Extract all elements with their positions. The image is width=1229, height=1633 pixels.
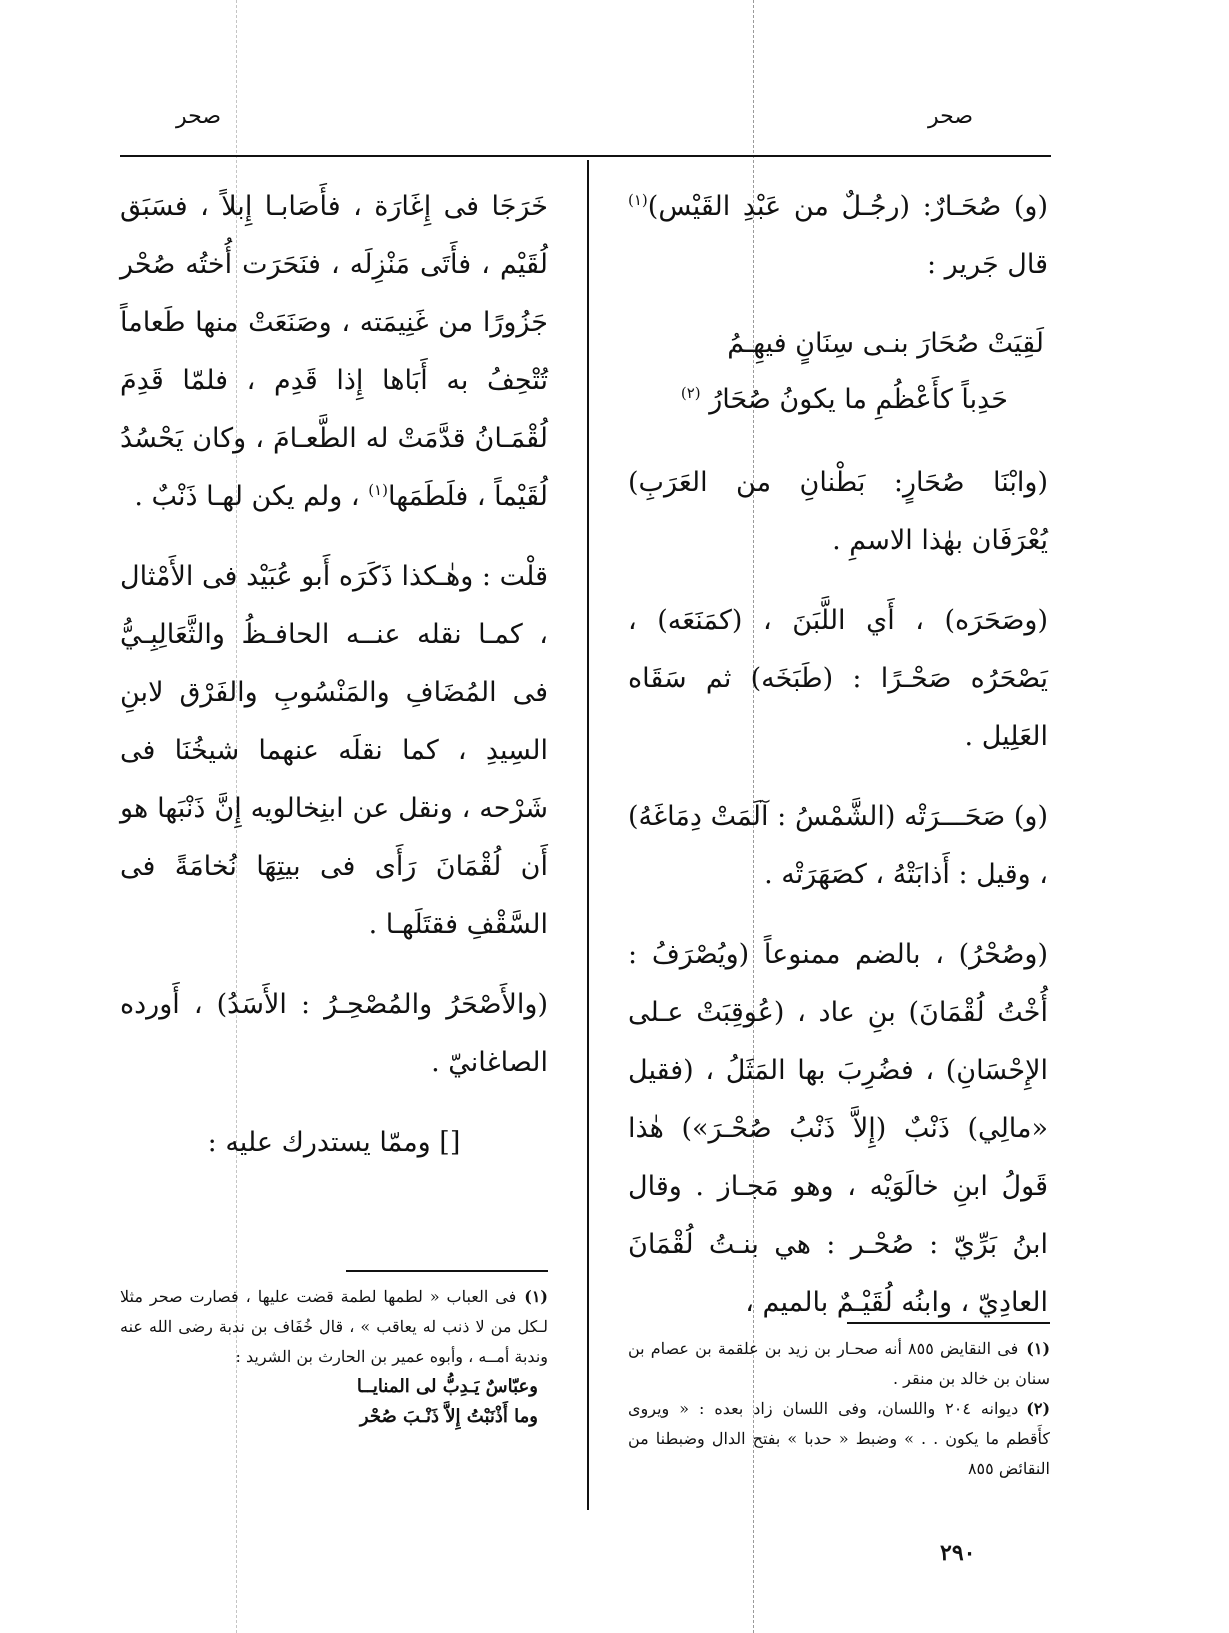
footnote-ref-1: (١) <box>628 191 648 209</box>
entry-sahara-laban: (وصَحَرَه) ، أَي اللَّبَنَ ، (كمَنَعَه) ، يَصْحَرُه صَحْـرًا : (طَبَخَه) ثم سَقَاه العَلِيل . <box>628 605 1048 752</box>
entry-suhr-continued-tail: ، ولم يكن لهـا ذَنْبٌ . <box>134 481 369 512</box>
footnote-text: ديوانه ٢٠٤ واللسان، وفى اللسان زاد بعده : « ويروى كأَقطم ما يكون . . » وضبط « حدبا » بفتح الدال وضبطنا من النقائض ٨٥٥ <box>628 1399 1050 1478</box>
page-number: ٢٩٠ <box>940 1540 976 1566</box>
entry-ibna-suhar: (وابْنَا صُحَارٍ: بَطْنانِ من العَرَبِ) يُعْرَفَان بهٰذا الاسمِ . <box>628 467 1048 556</box>
footnotes-right <box>628 1334 1050 1484</box>
footnote-text: فى النقايض ٨٥٥ أنه صحـار بن زيد بن علقمة بن عصام بن سنان بن خالد بن منقر . <box>628 1339 1050 1388</box>
footnote-ref-2: (٢) <box>680 384 701 402</box>
entry-suhr-continued-text: خَرَجَا فى إِغَارَة ، فأَصَابـا إِبلاً ، فسَبَق لُقَيْم ، فأَتَى مَنْزِلَه ، فنَحَرَت أُختُه صُحْر جَزُورًا من غَنِيمَته ، وصَنَعَتْ منها طَعاماً تُتْحِفُ به أَبَاها إِذا قَدِم ، فلمّا قَدِمَ لُقْمَـانُ قدَّمَتْ له الطَّعـامَ ، وكان يَحْسُدُ لُقَيْماً ، فلَطَمَها <box>120 191 548 512</box>
footnote-1 <box>628 1334 1050 1394</box>
running-head-left: صحر <box>176 104 222 129</box>
poetry-verse <box>628 316 1048 428</box>
entry-sahara-shams: (و) صَحَـــرَتْه (الشَّمْسُ : آلَمَتْ دِمَاغَهُ) ، وقيل : أَذابَتْهُ ، كصَهَرَتْه . <box>628 801 1048 890</box>
footnote-verse-2: وما أَذْنَبْتُ إِلاَّ ذَنْـبَ صُحْر <box>359 1406 538 1427</box>
footnote-ref-left-1: (١) <box>368 481 388 499</box>
entry-suhr-continued <box>120 178 548 526</box>
entry-suhar-tail: قال جَرير : <box>926 249 1048 280</box>
commentary-paragraph: قلْت : وهٰـكذا ذَكَرَه أَبو عُبَيْد فى الأَمْثال ، كمـا نقله عنــه الحافـظُ والثَّعَالِبِـيُّ فى المُضَافِ والمَنْسُوبِ والفَرْق لابنِ السِيدِ ، كما نقلَه عنهما شيخُنَا فى شَرْحه ، ونقل عن ابنِخالويه إِنَّ ذَنْبَها هو أَن لُقْمَانَ رَأَى فى بيتِهَا نُخامَةً فى السَّقْفِ فقتَلَهـا . <box>120 561 548 940</box>
footnote-number: (١) <box>524 1287 548 1306</box>
footnote-text: فى العباب « لطمها لطمة قضت عليها ، فصارت صحر مثلا لـكل من لا ذنب له يعاقب » ، قال خُفَاف بن ندبة رضى الله عنه وندبة أمــه ، وأبوه عمير بن الحارث بن الشريد : <box>120 1287 548 1366</box>
verse-hemistich-1: لَقِيَتْ صُحَارَ بنـى سِنَانٍ فيهِـمُ <box>727 328 1044 359</box>
footnotes-left <box>120 1282 548 1432</box>
right-column <box>628 178 1048 1354</box>
footnote-number: (٢) <box>1026 1399 1051 1418</box>
entry-suhar <box>628 178 1048 294</box>
addenda-heading: [] وممّا يستدرك عليه : <box>207 1127 461 1158</box>
footnote-left-1 <box>120 1282 548 1372</box>
verse-hemistich-2: حَدِباً كأَعْظُمِ ما يكونُ صُحَارُ <box>709 384 1008 415</box>
footnote-verse-1: وعبّاسٌ يَـدِبُّ لى المنايــا <box>356 1376 538 1397</box>
footnote-rule-right <box>847 1322 1050 1324</box>
footnote-2 <box>628 1394 1050 1484</box>
footnote-number: (١) <box>1026 1339 1051 1358</box>
entry-ashar: (والأَصْحَرُ والمُصْحِـرُ : الأَسَدُ) ، أَورده الصاغانيّ . <box>120 989 548 1078</box>
column-divider <box>587 160 589 1510</box>
running-head-right: صحر <box>928 104 974 129</box>
entry-suhar-text: (و) صُحَـارٌ: (رجُـلٌ من عَبْدِ القَيْس) <box>647 191 1048 222</box>
footnote-rule-left <box>346 1270 548 1272</box>
entry-suhr: (وصُحْرُ) ، بالضم ممنوعاً (ويُصْرَفُ : أُخْتُ لُقْمَانَ) بنِ عاد ، (عُوقِبَتْ عـلى الإِحْسَانِ) ، فضُرِبَ بها المَثَلُ ، (فقيل «مالِي) ذَنْبٌ (إِلاَّ ذَنْبُ صُحْـرَ») هٰذا قَولُ ابنِ خالَوَيْه ، وهو مَجـاز . وقال ابنُ بَرِّيّ : صُحْـر : هي بنـتُ لُقْمَانَ العادِيّ ، وابنُه لُقَيْـمٌ بالميم ، <box>628 939 1048 1318</box>
left-column <box>120 178 548 1172</box>
header-rule <box>120 155 1051 157</box>
verse-hemistich-2-wrap <box>628 372 1048 428</box>
